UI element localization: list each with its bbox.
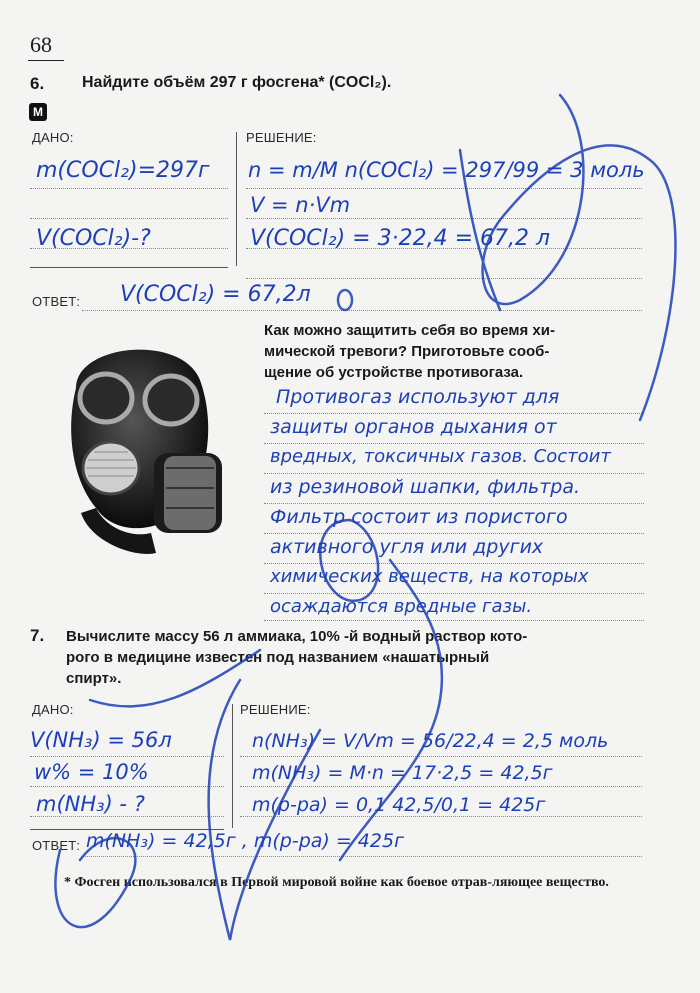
question-line-2: мической тревоги? Приготовьте сооб-: [264, 343, 550, 360]
task7-given-2: w% = 10%: [34, 760, 149, 784]
task7-divider: [232, 704, 233, 828]
task7-solution-3: m(р-ра) = 0,1 42,5/0,1 = 425г: [252, 794, 546, 816]
question-line-3: щение об устройстве противогаза.: [264, 364, 524, 381]
gas-mask-image: [36, 328, 256, 563]
footnote: * Фосген использовался в Первой мировой войне как боевое отрав-ляющее вещество.: [64, 875, 609, 890]
question-line-1: Как можно защитить себя во время хи-: [264, 322, 555, 339]
answer-line-4: из резиновой шапки, фильтра.: [270, 476, 581, 498]
task6-solution-1: n = m/M n(COCl₂) = 297/99 = 3 моль: [248, 158, 645, 182]
task6-solution-3: V(COCl₂) = 3·22,4 = 67,2 л: [250, 226, 551, 251]
task6-solution-2: V = n·Vm: [250, 193, 351, 217]
answer-line-5: Фильтр состоит из пористого: [270, 506, 568, 528]
task6-divider: [236, 132, 237, 266]
task6-dano-label: ДАНО:: [32, 130, 74, 145]
task6-given-2: V(COCl₂)-?: [36, 226, 151, 251]
task7-line-1: Вычислите массу 56 л аммиака, 10% -й водный раствор кото-: [66, 628, 528, 645]
answer-line-1: Противогаз используют для: [276, 386, 560, 408]
task7-line-2: рого в медицине известен под названием «нашатырный: [66, 649, 490, 666]
page-number: 68: [30, 32, 52, 57]
page-number-rule: [28, 60, 64, 61]
task7-otvet-label: ОТВЕТ:: [32, 838, 81, 853]
task7-dano-label: ДАНО:: [32, 702, 74, 717]
task6-answer: V(COCl₂) = 67,2л: [120, 282, 311, 307]
task6-given-1: m(COCl₂)=297г: [36, 158, 210, 183]
m-badge-icon: M: [29, 103, 47, 121]
task7-given-1: V(NH₃) = 56л: [30, 728, 172, 752]
task7-number: 7.: [30, 626, 45, 645]
answer-line-2: защиты органов дыхания от: [270, 416, 557, 438]
task6-number: 6.: [30, 74, 45, 93]
task7-reshenie-label: РЕШЕНИЕ:: [240, 702, 311, 717]
task7-answer: m(NH₃) = 42,5г , m(р-ра) = 425г: [86, 830, 405, 852]
task7-solution-2: m(NH₃) = M·n = 17·2,5 = 42,5г: [252, 762, 553, 784]
answer-line-8: осаждаются вредные газы.: [270, 596, 533, 617]
task7-solution-1: n(NH₃) = V/Vm = 56/22,4 = 2,5 моль: [252, 730, 609, 752]
task7-given-3: m(NH₃) - ?: [36, 792, 145, 816]
answer-line-7: химических веществ, на которых: [270, 566, 589, 587]
task7-line-3: спирт».: [66, 670, 122, 687]
task6-otvet-label: ОТВЕТ:: [32, 294, 81, 309]
task6-reshenie-label: РЕШЕНИЕ:: [246, 130, 317, 145]
answer-line-3: вредных, токсичных газов. Состоит: [270, 446, 611, 467]
task6-text: Найдите объём 297 г фосгена* (COCl₂).: [82, 74, 392, 91]
answer-line-6: активного угля или других: [270, 536, 544, 558]
